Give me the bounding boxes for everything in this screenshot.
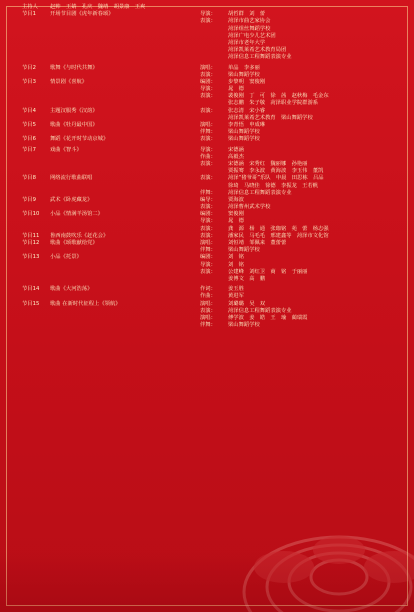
role-label: 表演： (200, 160, 216, 167)
program-row (22, 276, 400, 283)
program-number (22, 269, 50, 276)
people-names: 张志清 宋小睿 (228, 107, 266, 114)
role-label: 演唱： (200, 122, 216, 128)
people-names: 梁山舞蹈学校 (228, 129, 260, 136)
role-label (200, 183, 228, 190)
people-names: 菏泽凯莱希艺术教育局团 (228, 47, 287, 54)
role-label: 导演： (200, 86, 216, 93)
role-label (200, 115, 228, 122)
program-title (50, 72, 200, 79)
people-names: 单晶 李多丽 (228, 64, 260, 71)
program-title (50, 115, 200, 122)
people-names: 张志鹏 朱子敬 菏泽职业学院群游系 (228, 100, 319, 107)
program-number: 节目4 (22, 107, 36, 114)
people-names: 徐琦 马晓佳 徐德 李振龙 王若帆 (228, 182, 319, 189)
people-names: 菏泽信息工程舞蹈表演专业 (228, 54, 292, 61)
people-names: 黄进军 (228, 293, 244, 300)
program-number (22, 293, 50, 300)
people-names: 李青悟 申成琳 (228, 122, 266, 128)
program-title (50, 190, 200, 197)
program-title (50, 161, 200, 168)
program-row (22, 175, 400, 182)
program-number: 节目1 (22, 11, 36, 18)
program-number (22, 161, 50, 168)
program-title: 开场节目剧《虎年新春颂》 (50, 11, 114, 18)
role-label: 表演： (200, 225, 216, 232)
program-row (22, 136, 400, 143)
program-title (50, 93, 200, 100)
program-number (22, 72, 50, 79)
program-number (22, 183, 50, 190)
people-names: 刘 铭 (228, 254, 244, 261)
people-names: 步黎明 窦俊刚 (228, 78, 266, 85)
program-number (22, 86, 50, 93)
role-label (200, 26, 228, 33)
role-label: 表演： (200, 71, 216, 78)
footer-gradient (0, 552, 414, 612)
program-row (22, 262, 400, 269)
role-label: 演唱： (200, 64, 216, 71)
role-label: 导演： (200, 146, 216, 153)
program-row (22, 65, 400, 72)
program-row (22, 115, 400, 122)
program-number (22, 308, 50, 315)
people-names: 贾海波 (228, 196, 244, 203)
program-title: 歌曲《颂歌献给党》 (50, 240, 98, 246)
program-title: 戏曲《智斗》 (50, 146, 82, 153)
people-names: 菏泽市曲艺家协会 (228, 18, 271, 25)
role-label: 表演： (200, 18, 216, 25)
role-label: 作词： (200, 286, 216, 293)
program-title (50, 26, 200, 33)
program-row (22, 226, 400, 233)
program-number: 节目7 (22, 146, 36, 153)
program-title (50, 269, 200, 276)
people-names: 菏泽“猪爷哥”乐队 申晨 田思栋 吕品 (228, 175, 324, 182)
hosts-label: 主持人 (22, 4, 38, 10)
program-row (22, 183, 400, 190)
program-title: 情景剧《喜航》 (50, 78, 88, 85)
program-title (50, 33, 200, 40)
role-label: 导演： (200, 11, 216, 18)
program-number (22, 315, 50, 322)
program-number (22, 115, 50, 122)
program-title (50, 226, 200, 233)
people-names: 梁山舞蹈学校 (228, 247, 260, 254)
role-label: 作曲： (200, 293, 216, 300)
program-row (22, 197, 400, 204)
program-row (22, 108, 400, 115)
program-number (22, 276, 50, 283)
program-row (22, 147, 400, 154)
program-row (22, 154, 400, 161)
role-label: 表演： (200, 268, 216, 275)
program-row (22, 293, 400, 300)
program-title (50, 322, 200, 329)
role-label: 伴舞： (200, 322, 216, 329)
role-label: 表演： (200, 307, 216, 314)
role-label: 表演： (200, 107, 216, 114)
program-title: 武术《卧虎藏龙》 (50, 196, 93, 203)
program-title (50, 40, 200, 47)
program-number: 节目2 (22, 64, 36, 71)
program-title: 鲁西南鼓吹乐《赶花会》 (50, 232, 109, 239)
program-row (22, 269, 400, 276)
people-names: 梁山舞蹈学校 (228, 136, 260, 143)
role-label (200, 33, 228, 40)
program-title: 小品《情满羊汤馆二》 (50, 211, 103, 218)
people-names: 姜博文 高 鹏 (228, 275, 266, 282)
program-title (50, 262, 200, 269)
program-title (50, 86, 200, 93)
program-row (22, 190, 400, 197)
program-title: 网络流行歌曲联唱 (50, 175, 93, 182)
role-label: 伴舞： (200, 247, 216, 254)
program-number (22, 322, 50, 329)
people-names: 梁山舞蹈学校 (228, 322, 260, 329)
program-title (50, 315, 200, 322)
program-number: 节目15 (22, 300, 40, 307)
program-title: 歌曲 在新时代征程上《领航》 (50, 300, 121, 307)
program-title: 主题汉服秀《汉韵》 (50, 107, 98, 114)
program-title: 舞蹈《花开时节动京城》 (50, 136, 109, 143)
program-number: 节目8 (22, 175, 36, 182)
hosts-names: 赵帅 王婧 孔庆 魏靖 胡景康 王爽 (50, 4, 146, 10)
role-label: 编导： (200, 196, 216, 203)
program-title (50, 293, 200, 300)
program-list (22, 4, 400, 329)
program-title (50, 54, 200, 61)
program-row (22, 72, 400, 79)
people-names: 菏泽信息工程舞蹈表演专业 (228, 189, 292, 196)
program-title (50, 47, 200, 54)
program-number (22, 190, 50, 197)
role-label: 编剧： (200, 254, 216, 261)
program-row (22, 33, 400, 40)
program-number: 节目14 (22, 286, 40, 293)
program-title: 歌舞《与时代共舞》 (50, 64, 98, 71)
program-title (50, 218, 200, 225)
program-row (22, 93, 400, 100)
people-names: 胡哲群 刘 蕾 (228, 11, 266, 18)
program-number (22, 262, 50, 269)
people-names: 傅学波 姜 皓 王 瑜 蔺瑞霞 (228, 314, 308, 321)
people-names: 潘家民 马毛毛 邢建鑫等 菏泽市文化馆 (228, 232, 329, 239)
people-names: 高毅杰 (228, 153, 244, 160)
role-label (200, 47, 228, 54)
people-names: 刘恒靖 邹佩来 董蕾蕾 (228, 240, 287, 246)
role-label: 导演： (200, 218, 216, 225)
role-label: 表演： (200, 232, 216, 239)
program-number: 节目6 (22, 136, 36, 143)
program-number (22, 154, 50, 161)
program-number (22, 40, 50, 47)
role-label: 演唱： (200, 314, 216, 321)
program-row (22, 40, 400, 47)
program-number: 节目9 (22, 196, 36, 203)
program-number: 节目10 (22, 211, 40, 218)
program-row (22, 233, 400, 240)
people-names: 刘 铭 (228, 261, 244, 268)
program-row (22, 254, 400, 261)
people-names: 龚 源 杨 通 张珈铭 苑 蕾 杨志强 (228, 225, 329, 232)
people-names: 裴俊刚 丁 可 徐 茜 赵秋梅 毛金东 (228, 93, 329, 100)
program-number (22, 33, 50, 40)
program-title (50, 154, 200, 161)
program-number (22, 226, 50, 233)
program-row (22, 26, 400, 33)
people-names: 晁 德 (228, 218, 244, 225)
program-number: 节目3 (22, 78, 36, 85)
program-number (22, 93, 50, 100)
program-number (22, 26, 50, 33)
program-row (22, 322, 400, 329)
people-names: 宋德涵 宋秀红 魏丽娜 孙艳丽 (228, 160, 308, 167)
program-number (22, 54, 50, 61)
program-row (22, 100, 400, 107)
role-label: 演唱： (200, 300, 216, 307)
role-label: 表演： (200, 204, 216, 211)
role-label: 编剧： (200, 211, 216, 218)
role-label: 表演： (200, 175, 216, 182)
role-label: 演唱： (200, 240, 216, 246)
role-label: 作曲： (200, 153, 216, 160)
people-names: 菏泽凯莱希艺术教育 梁山舞蹈学校 (228, 114, 313, 121)
people-names: 菏泽曹州武术学校 (228, 204, 271, 211)
role-label (200, 276, 228, 283)
program-number: 节目12 (22, 240, 40, 246)
program-number (22, 218, 50, 225)
program-number (22, 18, 50, 25)
program-number: 节目13 (22, 254, 40, 261)
program-row (22, 315, 400, 322)
program-row (22, 308, 400, 315)
people-names: 梁山舞蹈学校 (228, 71, 260, 78)
program-row (22, 218, 400, 225)
people-names: 姜玉胜 (228, 286, 244, 293)
people-names: 贾振骞 李永波 黄海波 李玉伟 董凯 (228, 168, 324, 175)
program-title (50, 100, 200, 107)
role-label: 表演： (200, 93, 216, 100)
program-row (22, 54, 400, 61)
program-row (22, 47, 400, 54)
program-title: 小品《托景》 (50, 254, 82, 261)
program-rows (22, 11, 400, 329)
people-names: 晁 德 (228, 86, 244, 93)
people-names: 宋德涵 (228, 146, 244, 153)
program-title (50, 276, 200, 283)
program-row (22, 161, 400, 168)
role-label: 表演： (200, 136, 216, 143)
people-names: 公建峰 刘红卫 商 铭 于丽丽 (228, 268, 308, 275)
program-title: 歌曲《牡丹最中国》 (50, 122, 98, 128)
people-names: 菏泽信息工程舞蹈表演专业 (228, 307, 292, 314)
program-title (50, 308, 200, 315)
program-row (22, 301, 400, 308)
role-label (200, 40, 228, 47)
role-label: 导演： (200, 261, 216, 268)
role-label: 伴舞： (200, 189, 216, 196)
program-number (22, 47, 50, 54)
program-title (50, 18, 200, 25)
program-number (22, 100, 50, 107)
program-number: 节目5 (22, 122, 36, 128)
program-row (22, 79, 400, 86)
program-number: 节目11 (22, 232, 40, 239)
people-names: 菏泽广电少儿艺术团 (228, 32, 276, 39)
people-names: 窦俊刚 (228, 211, 244, 218)
role-label: 编剧： (200, 78, 216, 85)
program-row (22, 18, 400, 25)
people-names: 菏泽市老年大学 (228, 39, 266, 46)
people-names: 菏泽组丝舞蹈学校 (228, 25, 271, 32)
role-label (200, 54, 228, 61)
role-label: 伴舞： (200, 129, 216, 136)
people-names: 刘璐璐 吴 双 (228, 300, 266, 307)
program-title: 歌曲《大河浩荡》 (50, 286, 93, 293)
role-label (200, 100, 228, 107)
program-title (50, 183, 200, 190)
